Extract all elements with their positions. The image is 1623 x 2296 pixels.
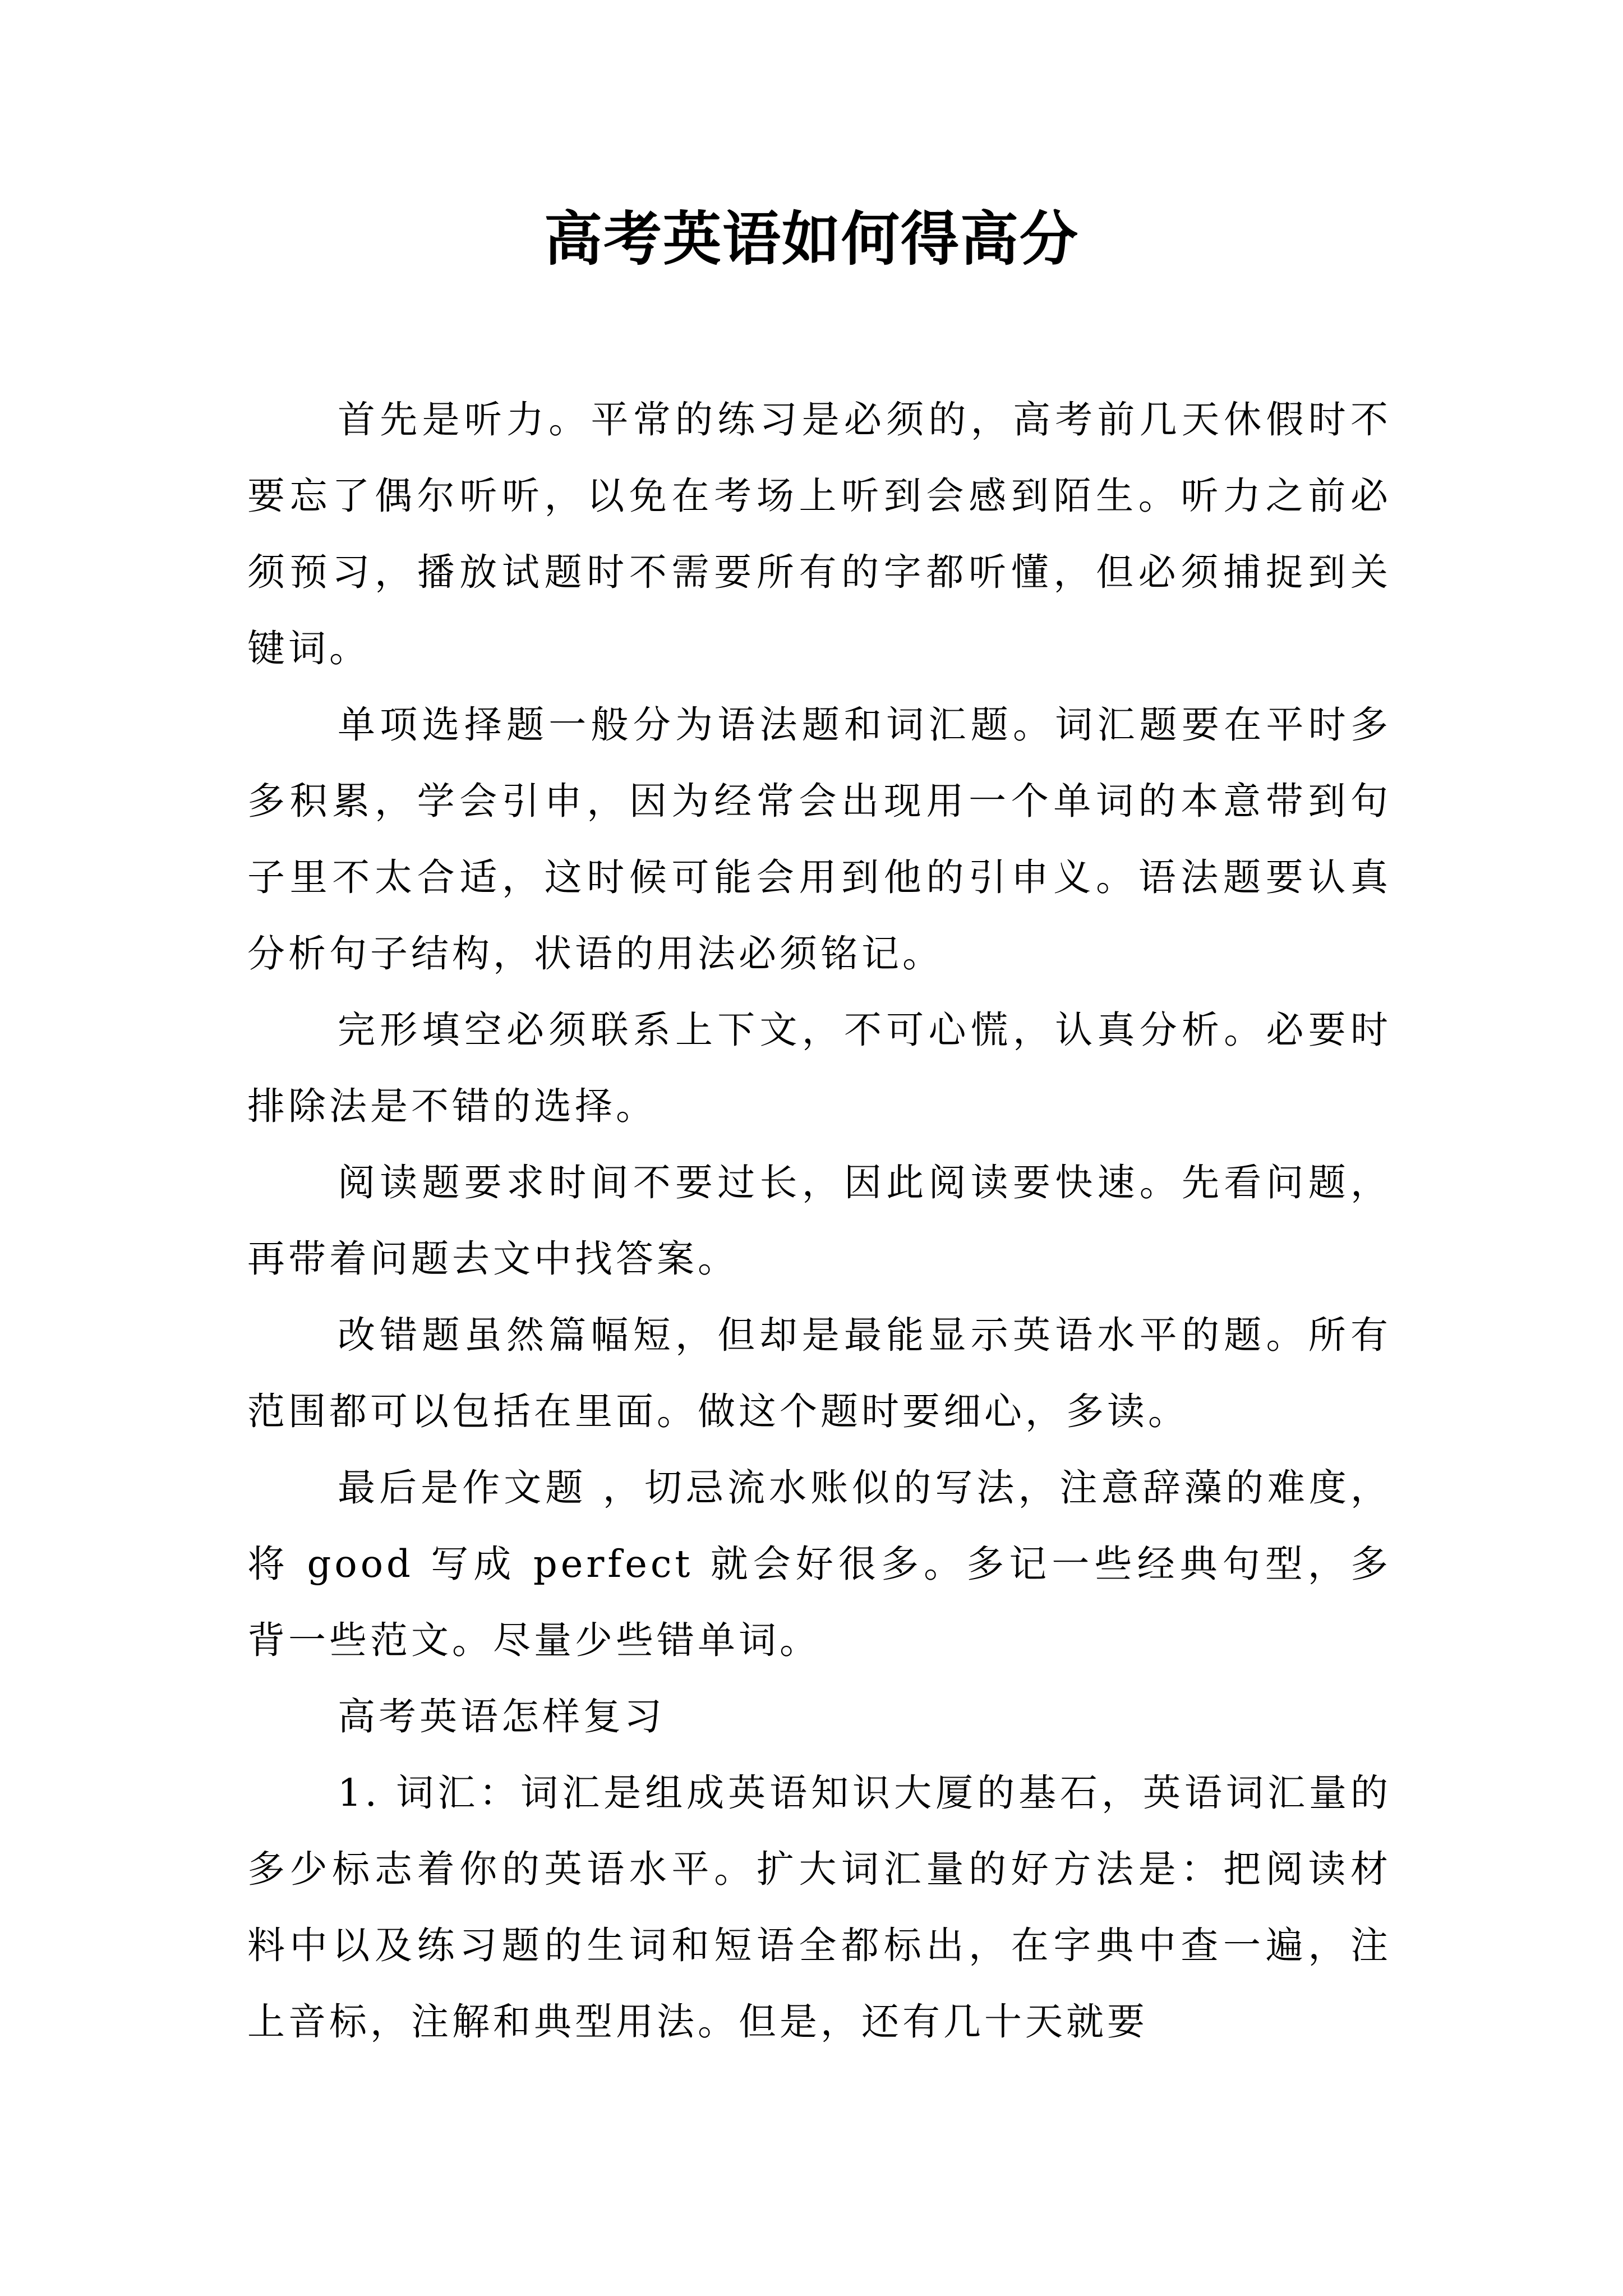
paragraph-writing: 最后是作文题 ，切忌流水账似的写法，注意辞藻的难度，将 good 写成 perfect 就会好很多。多记一些经典句型，多背一些范文。尽量少些错单词。	[247, 1466, 1391, 1662]
document-title: 高考英语如何得高分	[543, 204, 1079, 273]
document-body	[247, 381, 1391, 2060]
paragraph-cloze: 完形填空必须联系上下文，不可心慌，认真分析。必要时排除法是不错的选择。	[247, 1008, 1391, 1128]
paragraph-single-choice: 单项选择题一般分为语法题和词汇题。词汇题要在平时多多积累，学会引申，因为经常会出现用一个单词的本意带到句子里不太合适，这时候可能会用到他的引申义。语法题要认真分析句子结构，状语的用法必须铭记。	[247, 703, 1391, 976]
paragraph-vocabulary: 1. 词汇：词汇是组成英语知识大厦的基石，英语词汇量的多少标志着你的英语水平。扩大词汇量的好方法是：把阅读材料中以及练习题的生词和短语全都标出，在字典中查一遍，注上音标，注解和典型用法。但是，还有几十天就要	[247, 1771, 1391, 2044]
section-heading: 高考英语怎样复习	[338, 1695, 665, 1738]
paragraph-listening: 首先是听力。平常的练习是必须的，高考前几天休假时不要忘了偶尔听听，以免在考场上听到会感到陌生。听力之前必须预习，播放试题时不需要所有的字都听懂，但必须捕捉到关键词。	[247, 398, 1391, 670]
paragraph-reading: 阅读题要求时间不要过长，因此阅读要快速。先看问题，再带着问题去文中找答案。	[247, 1161, 1391, 1281]
paragraph-error-correction: 改错题虽然篇幅短，但却是最能显示英语水平的题。所有范围都可以包括在里面。做这个题时要细心，多读。	[247, 1313, 1391, 1433]
